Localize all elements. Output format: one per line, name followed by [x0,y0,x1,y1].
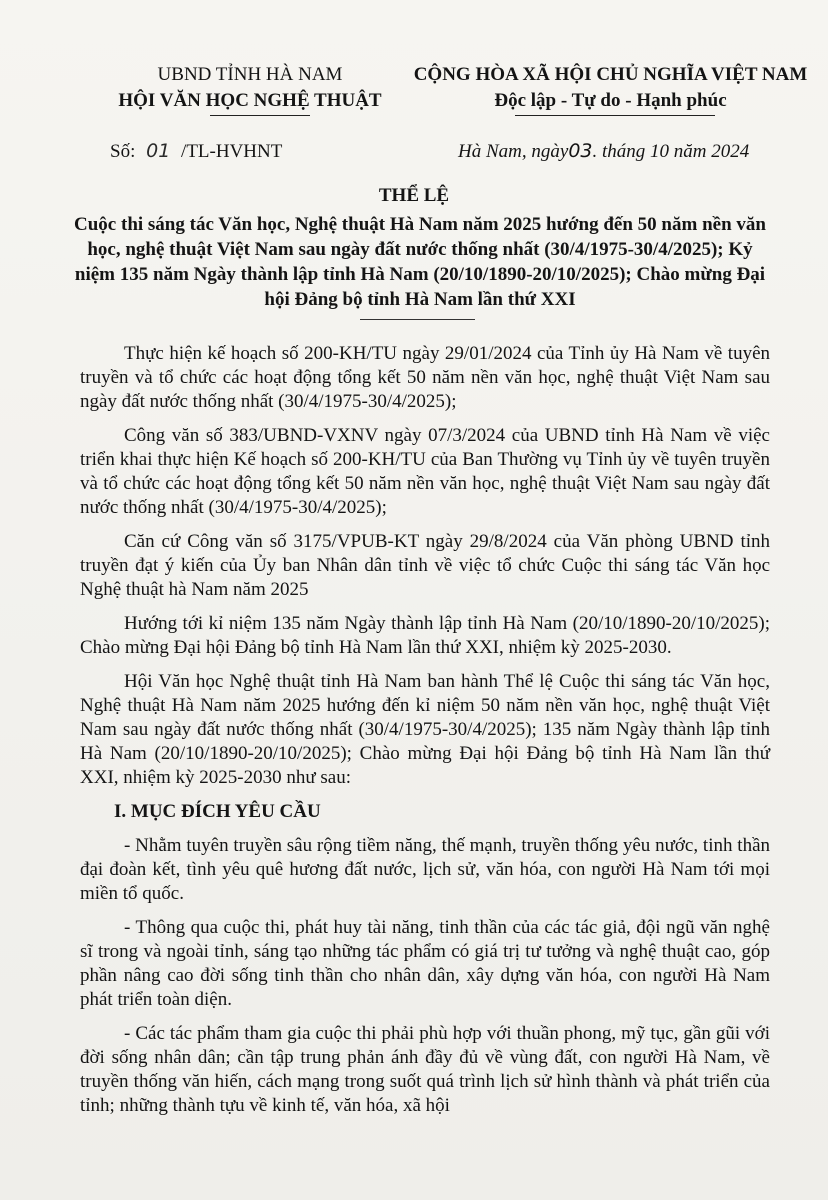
national-motto: Độc lập - Tự do - Hạnh phúc [494,90,727,111]
paragraph-anniversary: Hướng tới kỉ niệm 135 năm Ngày thành lập tỉnh Hà Nam (20/10/1890-20/10/2025); Chào mừng Đại hội Đảng bộ tỉnh Hà Nam lần thứ XXI, nhiệm kỳ 2025-2030. [80,613,770,658]
date-prefix: Hà Nam, ngày [458,141,569,162]
document-number-suffix: /TL-HVHNT [181,141,283,162]
section-item: - Nhằm tuyên truyền sâu rộng tiềm năng, thế mạnh, truyền thống yêu nước, tinh thần đại đoàn kết, tình yêu quê hương đất nước, lịch sử, văn hóa, con người Hà Nam tới mọi miền tổ quốc. [80,835,770,904]
title-divider [360,319,475,320]
issuer-parent-org: UBND TỈNH HÀ NAM [157,64,343,85]
issuer-block [110,62,390,114]
issuer-org: HỘI VĂN HỌC NGHỆ THUẬT [118,90,382,111]
paragraph-issuance: Hội Văn học Nghệ thuật tỉnh Hà Nam ban hành Thể lệ Cuộc thi sáng tác Văn học, Nghệ thuật Hà Nam năm 2025 hướng đến kỉ niệm 50 năm nền văn học, nghệ thuật Việt Nam sau ngày đất nước thống nhất (30/4/1975-30/4/2025); 135 năm Ngày thành lập tỉnh Hà Nam (20/10/1890-20/10/2025); Chào mừng Đại hội Đảng bộ tỉnh Hà Nam lần thứ XXI, nhiệm kỳ 2025-2030 như sau: [80,671,770,788]
paragraph-official-letter-3175: Căn cứ Công văn số 3175/VPUB-KT ngày 29/8/2024 của Văn phòng UBND tỉnh truyền đạt ý kiến của Ủy ban Nhân dân tỉnh về việc tổ chức Cuộc thi sáng tác Văn học Nghệ thuật hà Nam năm 2025 [80,531,770,600]
document-number [110,140,282,163]
document-number-handwritten: 01 [146,140,171,162]
document-body [80,342,770,1128]
issuer-underline [210,115,310,116]
country-name: CỘNG HÒA XÃ HỘI CHỦ NGHĨA VIỆT NAM [413,64,808,85]
date-day-handwritten: 03 [568,140,593,162]
document-date [458,140,749,163]
date-suffix: . tháng 10 năm 2024 [592,141,750,162]
section-heading-purpose: I. MỤC ĐÍCH YÊU CẦU [114,801,321,822]
national-motto-block [408,62,813,114]
motto-underline [515,115,715,116]
document-title: THỂ LỆ [378,185,450,206]
paragraph-official-letter-383: Công văn số 383/UBND-VXNV ngày 07/3/2024 của UBND tỉnh Hà Nam về việc triển khai thực hiện Kế hoạch số 200-KH/TU của Ban Thường vụ Tỉnh ủy về tuyên truyền và tổ chức các hoạt động tổng kết 50 năm nền văn học, nghệ thuật Việt Nam sau ngày đất nước thống nhất (30/4/1975-30/4/2025); [80,425,770,518]
section-item: - Thông qua cuộc thi, phát huy tài năng, tinh thần của các tác giả, đội ngũ văn nghệ sĩ trong và ngoài tỉnh, sáng tạo những tác phẩm có giá trị tư tưởng và nghệ thuật cao, góp phần nâng cao đời sống tinh thần cho nhân dân, xây dựng văn hóa, con người Hà Nam phát triển toàn diện. [80,917,770,1010]
paragraph-plan-200: Thực hiện kế hoạch số 200-KH/TU ngày 29/01/2024 của Tỉnh ủy Hà Nam về tuyên truyền và tổ chức các hoạt động tổng kết 50 năm nền văn học, nghệ thuật Việt Nam sau ngày đất nước thống nhất (30/4/1975-30/4/2025); [80,343,770,412]
document-number-prefix: Số: [110,141,136,162]
document-subtitle: Cuộc thi sáng tác Văn học, Nghệ thuật Hà Nam năm 2025 hướng đến 50 năm nền văn học, nghệ thuật Việt Nam sau ngày đất nước thống nhất (30/4/1975-30/4/2025); Kỷ niệm 135 năm Ngày thành lập tỉnh Hà Nam (20/10/1890-20/10/2025); Chào mừng Đại hội Đảng bộ tỉnh Hà Nam lần thứ XXI [74,214,766,310]
section-item: - Các tác phẩm tham gia cuộc thi phải phù hợp với thuần phong, mỹ tục, gần gũi với đời sống nhân dân; cần tập trung phản ánh đầy đủ về vùng đất, con người Hà Nam, về truyền thống văn hiến, cách mạng trong suốt quá trình lịch sử hình thành và phát triển của tỉnh; những thành tựu về kinh tế, văn hóa, xã hội [80,1023,770,1116]
